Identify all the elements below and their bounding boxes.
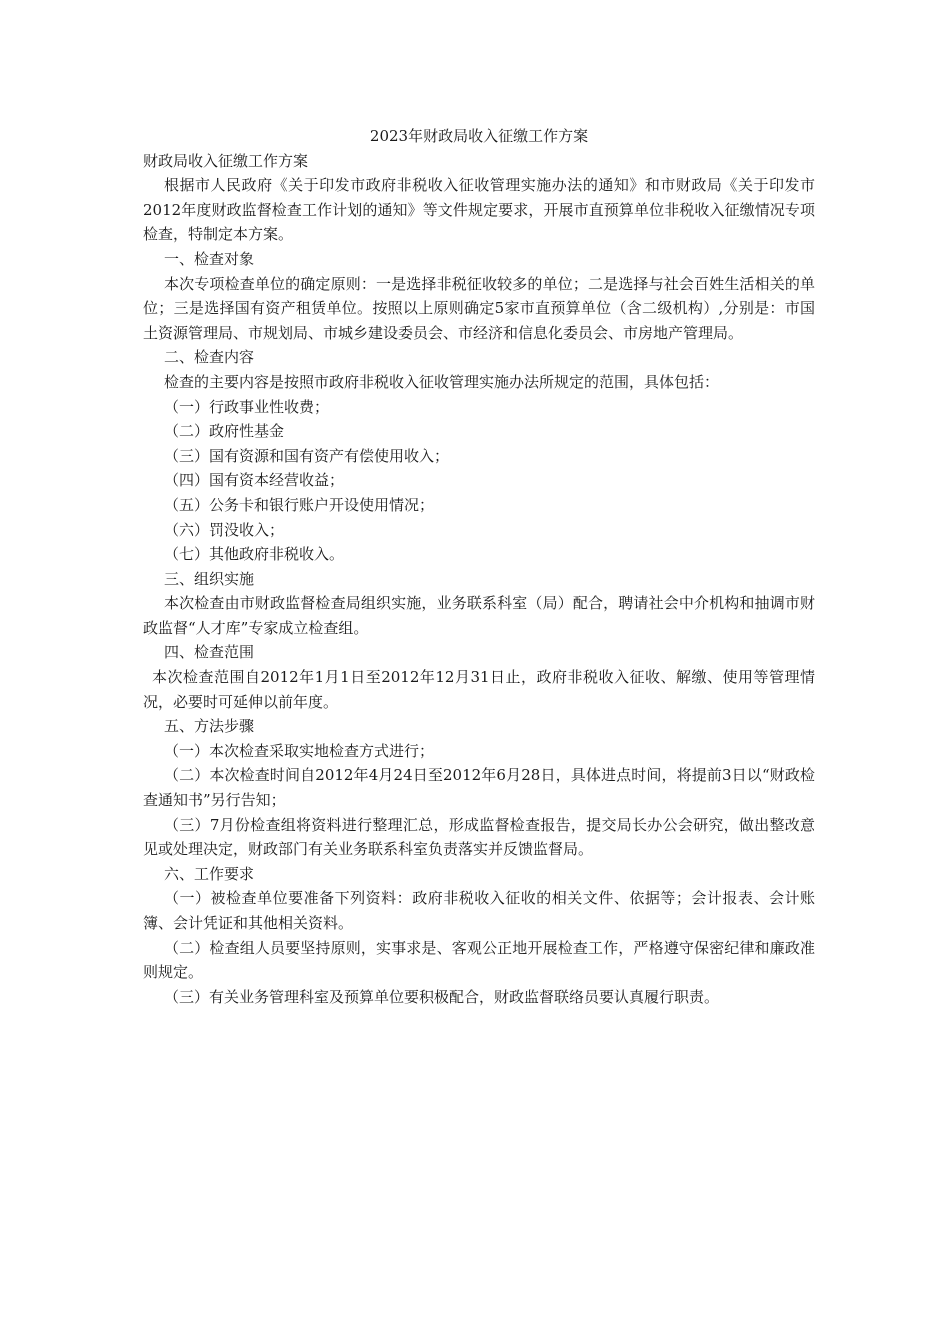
section-body-2: 检查的主要内容是按照市政府非税收入征收管理实施办法所规定的范围，具体包括： (164, 372, 720, 391)
document-title: 2023年财政局收入征缴工作方案 (369, 127, 589, 145)
list-item: （一）本次检查采取实地检查方式进行； (164, 741, 435, 760)
section-heading-1: 一、检查对象 (164, 249, 255, 268)
list-item: （一）行政事业性收费； (164, 397, 330, 416)
list-item: （六）罚没收入； (164, 520, 285, 539)
list-item: （七）其他政府非税收入。 (164, 545, 345, 564)
section-heading-6: 六、工作要求 (164, 864, 255, 883)
list-item: （五）公务卡和银行账户开设使用情况； (164, 495, 435, 514)
section-body-4: 本次检查范围自2012年1月1日至2012年12月31日止，政府非税收入征收、解缴、使用等管理情况，必要时可延伸以前年度。 (143, 668, 815, 711)
list-item: （二）检查组人员要坚持原则，实事求是、客观公正地开展检查工作，严格遵守保密纪律和廉政准则规定。 (143, 938, 815, 982)
list-item: （一）被检查单位要准备下列资料：政府非税收入征收的相关文件、依据等；会计报表、会计账簿、会计凭证和其他相关资料。 (143, 889, 815, 932)
list-item: （三）有关业务管理科室及预算单位要积极配合，财政监督联络员要认真履行职责。 (164, 987, 720, 1006)
document-body (143, 124, 815, 1009)
section-heading-4: 四、检查范围 (164, 643, 255, 662)
document-subtitle: 财政局收入征缴工作方案 (143, 151, 309, 170)
section-heading-2: 二、检查内容 (164, 348, 255, 367)
section-heading-3: 三、组织实施 (164, 569, 255, 588)
list-item: （四）国有资本经营收益； (164, 471, 345, 490)
section-body-3: 本次检查由市财政监督检查局组织实施，业务联系科室（局）配合，聘请社会中介机构和抽调市财政监督“人才库”专家成立检查组。 (143, 594, 815, 637)
intro-paragraph: 根据市人民政府《关于印发市政府非税收入征收管理实施办法的通知》和市财政局《关于印发市2012年度财政监督检查工作计划的通知》等文件规定要求，开展市直预算单位非税收入征缴情况专项检查，特制定本方案。 (143, 176, 815, 244)
list-item: （二）政府性基金 (164, 422, 285, 441)
section-heading-5: 五、方法步骤 (164, 717, 255, 736)
section-body-1: 本次专项检查单位的确定原则：一是选择非税征收较多的单位；二是选择与社会百姓生活相关的单位；三是选择国有资产租赁单位。按照以上原则确定5家市直预算单位（含二级机构）,分别是：市国土资源管理局、市规划局、市城乡建设委员会、市经济和信息化委员会、市房地产管理局。 (143, 274, 815, 342)
list-item: （二）本次检查时间自2012年4月24日至2012年6月28日，具体进点时间，将提前3日以“财政检查通知书”另行告知； (143, 766, 815, 810)
list-item: （三）7月份检查组将资料进行整理汇总，形成监督检查报告，提交局长办公会研究，做出整改意见或处理决定，财政部门有关业务联系科室负责落实并反馈监督局。 (143, 815, 815, 859)
list-item: （三）国有资源和国有资产有偿使用收入； (164, 446, 450, 465)
